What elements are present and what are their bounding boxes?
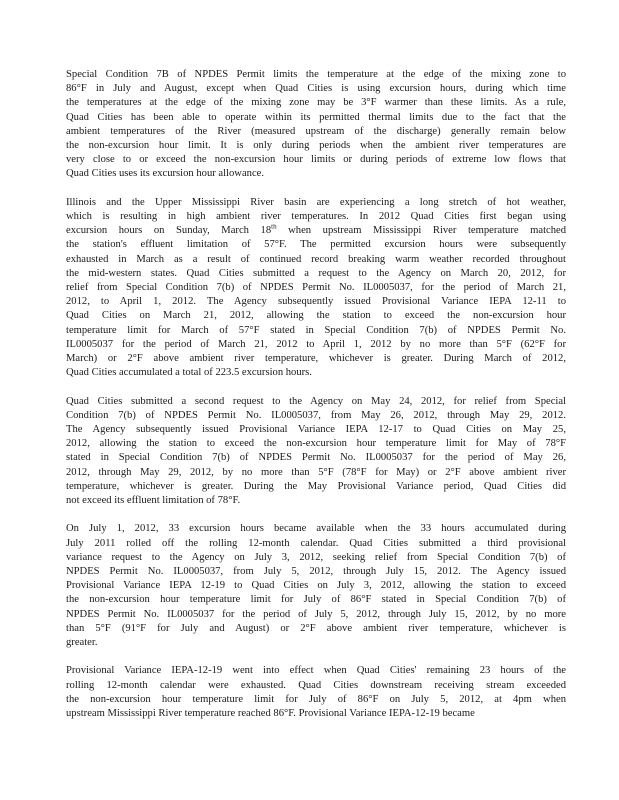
text-line: which is resulting in high ambient river temperatures. In 2012 Quad Cities first began using xyxy=(66,211,566,223)
paragraph-1 xyxy=(66,68,566,182)
text-line: 86°F in July and August, except when Quad Cities is using excursion hours, during which time xyxy=(66,83,566,95)
text-line: the station's effluent limitation of 57°F. The permitted excursion hours were subsequently xyxy=(66,239,566,251)
text-line: upstream Mississippi River temperature reached 86°F. Provisional Variance IEPA-12-19 became xyxy=(66,708,475,720)
text-line: the non-excursion hour temperature limit for July of 86°F on July 5, 2012, at 4pm when xyxy=(66,693,566,705)
text-line: greater. xyxy=(66,637,98,649)
text-segment: when upstream Mississippi River temperature matched xyxy=(276,225,566,237)
text-line: Quad Cities accumulated a total of 223.5 excursion hours. xyxy=(66,367,312,379)
text-line: not exceed its effluent limitation of 78°F. xyxy=(66,495,241,507)
text-line: July 2011 rolled off the rolling 12-month calendar. Quad Cities submitted a third provisional xyxy=(66,537,566,549)
superscript: th xyxy=(271,224,277,231)
text-line: the temperatures at the edge of the mixing zone may be 3°F warmer than these limits. As a rule, xyxy=(66,97,566,109)
text-line: than 5°F (91°F for July and August) or 2°F above ambient river temperature, whichever is xyxy=(66,622,566,634)
text-line xyxy=(66,224,566,238)
text-line: On July 1, 2012, 33 excursion hours became available when the 33 hours accumulated during xyxy=(66,523,566,535)
text-line: Quad Cities submitted a second request to the Agency on May 24, 2012, for relief from Special xyxy=(66,395,566,407)
text-line: Illinois and the Upper Mississippi River basin are experiencing a long stretch of hot weather, xyxy=(66,196,566,208)
text-line: March) or 2°F above ambient river temperature, whichever is greater. During March of 2012, xyxy=(66,353,566,365)
text-line: relief from Special Condition 7(b) of NPDES Permit No. IL0005037, for the period of March 21, xyxy=(66,282,566,294)
text-line: 2012, to April 1, 2012. The Agency subsequently issued Provisional Variance IEPA 12-11 to xyxy=(66,296,566,308)
text-line: IL0005037 for the period of March 21, 2012 to April 1, 2012 by no more than 5°F (62°F for xyxy=(66,338,566,350)
text-line: 2012, allowing the station to exceed the non-excursion hour temperature limit for May of 78°F xyxy=(66,438,566,450)
text-line: variance request to the Agency on July 3, 2012, seeking relief from Special Condition 7(b) of xyxy=(66,551,566,563)
text-line: very close to or exceed the non-excursion hour limits or during periods of extreme low flows that xyxy=(66,154,566,166)
paragraph-5 xyxy=(66,664,566,721)
text-line: the mid-western states. Quad Cities submitted a request to the Agency on March 20, 2012, for xyxy=(66,267,566,279)
paragraph-2 xyxy=(66,196,566,381)
text-line: the non-excursion hour limit. It is only during periods when the ambient river temperatures are xyxy=(66,140,566,152)
text-line: Condition 7(b) of NPDES Permit No. IL0005037, from May 26, 2012, through May 29, 2012. xyxy=(66,409,566,421)
paragraph-4 xyxy=(66,522,566,650)
document-page xyxy=(66,68,566,735)
text-line: NPDES Permit No. IL0005037, from July 5, 2012, through July 15, 2012. The Agency issued xyxy=(66,566,566,578)
text-line: exhausted in March as a result of continued record breaking warm weather recorded throughout xyxy=(66,253,566,265)
text-line: 2012, through May 29, 2012, by no more than 5°F (78°F for May) or 2°F above ambient river xyxy=(66,466,566,478)
text-line: Provisional Variance IEPA 12-19 to Quad Cities on July 3, 2012, allowing the station to exceed xyxy=(66,580,566,592)
text-line: Provisional Variance IEPA-12-19 went into effect when Quad Cities' remaining 23 hours of the xyxy=(66,665,566,677)
text-line: The Agency subsequently issued Provisional Variance IEPA 12-17 to Quad Cities on May 25, xyxy=(66,424,566,436)
text-line: Quad Cities on March 21, 2012, allowing the station to exceed the non-excursion hour xyxy=(66,310,566,322)
document-body xyxy=(66,68,566,721)
text-line: temperature, whichever is greater. During the May Provisional Variance period, Quad Cities did xyxy=(66,480,566,492)
text-segment: excursion hours on Sunday, March 18 xyxy=(66,225,272,237)
paragraph-3 xyxy=(66,395,566,509)
text-line: NPDES Permit No. IL0005037 for the period of July 5, 2012, through July 15, 2012, by no more xyxy=(66,608,566,620)
text-line: rolling 12-month calendar were exhausted. Quad Cities downstream receiving stream exceeded xyxy=(66,679,566,691)
text-line: Quad Cities has been able to operate within its permitted thermal limits due to the fact that the xyxy=(66,111,566,123)
text-line: temperature limit for March of 57°F stated in Special Condition 7(b) of NPDES Permit No. xyxy=(66,324,566,336)
text-line: stated in Special Condition 7(b) of NPDES Permit No. IL0005037 for the period of May 26, xyxy=(66,452,566,464)
text-line: ambient temperatures of the River (measured upstream of the discharge) generally remain below xyxy=(66,125,566,137)
text-line: the non-excursion hour temperature limit for July of 86°F stated in Special Condition 7(b) of xyxy=(66,594,566,606)
text-line: Quad Cities uses its excursion hour allowance. xyxy=(66,168,265,180)
text-line: Special Condition 7B of NPDES Permit limits the temperature at the edge of the mixing zone to xyxy=(66,69,566,80)
